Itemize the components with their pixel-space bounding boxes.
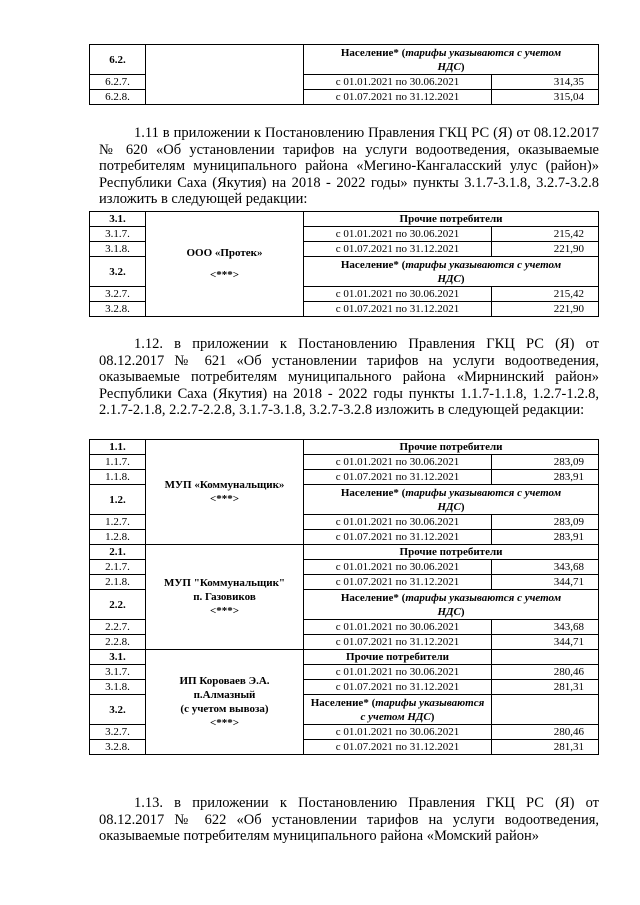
item-number: 1.1.7. <box>90 455 146 470</box>
section-header: Население* (тарифы указываются с учетом НДС) <box>304 695 492 725</box>
tariff-value: 283,91 <box>492 530 599 545</box>
item-number: 3.1. <box>90 650 146 665</box>
period-cell: с 01.07.2021 по 31.12.2021 <box>304 530 492 545</box>
section-header: Прочие потребители <box>304 212 599 227</box>
item-number: 3.1.7. <box>90 227 146 242</box>
tariff-value: 283,91 <box>492 470 599 485</box>
item-number: 3.2.8. <box>90 740 146 755</box>
item-number: 6.2. <box>90 45 146 75</box>
item-number: 2.2.8. <box>90 635 146 650</box>
tariff-value: 221,90 <box>492 242 599 257</box>
tariff-value: 283,09 <box>492 515 599 530</box>
section-header: Население* (тарифы указываются с учетом НДС) <box>304 590 599 620</box>
tariff-table-protek <box>89 211 599 317</box>
item-number: 6.2.8. <box>90 90 146 105</box>
period-cell: с 01.07.2021 по 31.12.2021 <box>304 575 492 590</box>
tariff-value: 221,90 <box>492 302 599 317</box>
paragraph-1-12: 1.12. в приложении к Постановлению Правления ГКЦ РС (Я) от 08.12.2017 № 621 «Об установлении тарифов на услуги водоотведения, оказываемые потребителям муниципального района «Мирнинский район» Республики Саха (Якутия) на 2018 - 2022 годы пункты 1.1.7-1.1.8, 1.2.7-1.2.8, 2.1.7-2.1.8, 2.2.7-2.2.8, 3.1.7-3.1.8, 3.2.7-3.2.8 изложить в следующей редакции: <box>99 336 599 418</box>
empty-cell <box>492 650 599 665</box>
section-header: Прочие потребители <box>304 440 599 455</box>
org-cell <box>146 212 304 317</box>
tariff-value: 344,71 <box>492 635 599 650</box>
tariff-value: 344,71 <box>492 575 599 590</box>
tariff-value: 281,31 <box>492 740 599 755</box>
section-header: Прочие потребители <box>304 650 492 665</box>
org-cell <box>146 650 304 755</box>
item-number: 3.2.7. <box>90 287 146 302</box>
table-row <box>90 545 599 560</box>
item-number: 3.1.7. <box>90 665 146 680</box>
org-name: МУП "Коммунальщик" <box>163 577 286 589</box>
tariff-value: 281,31 <box>492 680 599 695</box>
item-number: 1.1.8. <box>90 470 146 485</box>
tariff-value: 315,04 <box>492 90 599 105</box>
table-row <box>90 440 599 455</box>
tariff-table-6 <box>89 44 599 105</box>
org-location: п. Газовиков <box>193 591 256 603</box>
paragraph-1-11: 1.11 в приложении к Постановлению Правления ГКЦ РС (Я) от 08.12.2017 № 620 «Об установлении тарифов на услуги водоотведения, оказываемые потребителям муниципального района «Мегино-Кангаласский улус (район)» Республики Саха (Якутия) на 2018 - 2022 годы» пункты 3.1.7-3.1.8, 3.2.7-3.2.8 изложить в следующей редакции: <box>99 125 599 207</box>
tariff-value: 343,68 <box>492 560 599 575</box>
tariff-value: 280,46 <box>492 725 599 740</box>
period-cell: с 01.07.2021 по 31.12.2021 <box>304 740 492 755</box>
org-mark: <***> <box>209 717 240 729</box>
item-number: 3.2. <box>90 695 146 725</box>
section-header: Население* (тарифы указываются с учетом НДС) <box>304 257 599 287</box>
org-name: ООО «Протек» <box>186 247 263 259</box>
period-cell: с 01.01.2021 по 30.06.2021 <box>304 75 492 90</box>
tariff-table-mirny <box>89 439 599 755</box>
table-row <box>90 650 599 665</box>
org-mark: <***> <box>209 493 240 505</box>
item-number: 3.1.8. <box>90 242 146 257</box>
period-cell: с 01.01.2021 по 30.06.2021 <box>304 560 492 575</box>
item-number: 1.2.7. <box>90 515 146 530</box>
empty-cell <box>492 695 599 725</box>
item-number: 3.1. <box>90 212 146 227</box>
paragraph-1-13: 1.13. в приложении к Постановлению Правления ГКЦ РС (Я) от 08.12.2017 № 622 «Об установлении тарифов на услуги водоотведения, оказываемые потребителям муниципального района «Момский район» <box>99 795 599 844</box>
tariff-value: 280,46 <box>492 665 599 680</box>
org-name: ИП Короваев Э.А. <box>179 675 270 687</box>
item-number: 2.1. <box>90 545 146 560</box>
item-number: 1.2.8. <box>90 530 146 545</box>
period-cell: с 01.07.2021 по 31.12.2021 <box>304 302 492 317</box>
period-cell: с 01.01.2021 по 30.06.2021 <box>304 620 492 635</box>
tariff-value: 314,35 <box>492 75 599 90</box>
period-cell: с 01.01.2021 по 30.06.2021 <box>304 515 492 530</box>
tariff-value: 215,42 <box>492 287 599 302</box>
period-cell: с 01.01.2021 по 30.06.2021 <box>304 287 492 302</box>
item-number: 2.1.8. <box>90 575 146 590</box>
org-mark: <***> <box>209 605 240 617</box>
org-location: п.Алмазный <box>193 689 256 701</box>
item-number: 2.1.7. <box>90 560 146 575</box>
item-number: 2.2.7. <box>90 620 146 635</box>
item-number: 1.1. <box>90 440 146 455</box>
period-cell: с 01.07.2021 по 31.12.2021 <box>304 470 492 485</box>
period-cell: с 01.01.2021 по 30.06.2021 <box>304 665 492 680</box>
item-number: 3.2. <box>90 257 146 287</box>
table-row <box>90 212 599 227</box>
item-number: 3.1.8. <box>90 680 146 695</box>
org-cell <box>146 45 304 105</box>
section-header: Население* (тарифы указываются с учетом НДС) <box>304 485 599 515</box>
period-cell: с 01.01.2021 по 30.06.2021 <box>304 227 492 242</box>
period-cell: с 01.01.2021 по 30.06.2021 <box>304 455 492 470</box>
period-cell: с 01.01.2021 по 30.06.2021 <box>304 725 492 740</box>
table-row <box>90 45 599 75</box>
org-name: МУП «Коммунальщик» <box>164 479 285 491</box>
section-header: Прочие потребители <box>304 545 599 560</box>
item-number: 6.2.7. <box>90 75 146 90</box>
period-cell: с 01.07.2021 по 31.12.2021 <box>304 680 492 695</box>
period-cell: с 01.07.2021 по 31.12.2021 <box>304 635 492 650</box>
item-number: 3.2.7. <box>90 725 146 740</box>
tariff-value: 343,68 <box>492 620 599 635</box>
item-number: 2.2. <box>90 590 146 620</box>
item-number: 1.2. <box>90 485 146 515</box>
item-number: 3.2.8. <box>90 302 146 317</box>
period-cell: с 01.07.2021 по 31.12.2021 <box>304 242 492 257</box>
org-mark: <***> <box>209 269 240 281</box>
org-cell <box>146 440 304 545</box>
tariff-value: 283,09 <box>492 455 599 470</box>
period-cell: с 01.07.2021 по 31.12.2021 <box>304 90 492 105</box>
tariff-value: 215,42 <box>492 227 599 242</box>
org-cell <box>146 545 304 650</box>
section-header: Население* (тарифы указываются с учетом НДС) <box>304 45 599 75</box>
org-note: (с учетом вывоза) <box>180 703 269 715</box>
